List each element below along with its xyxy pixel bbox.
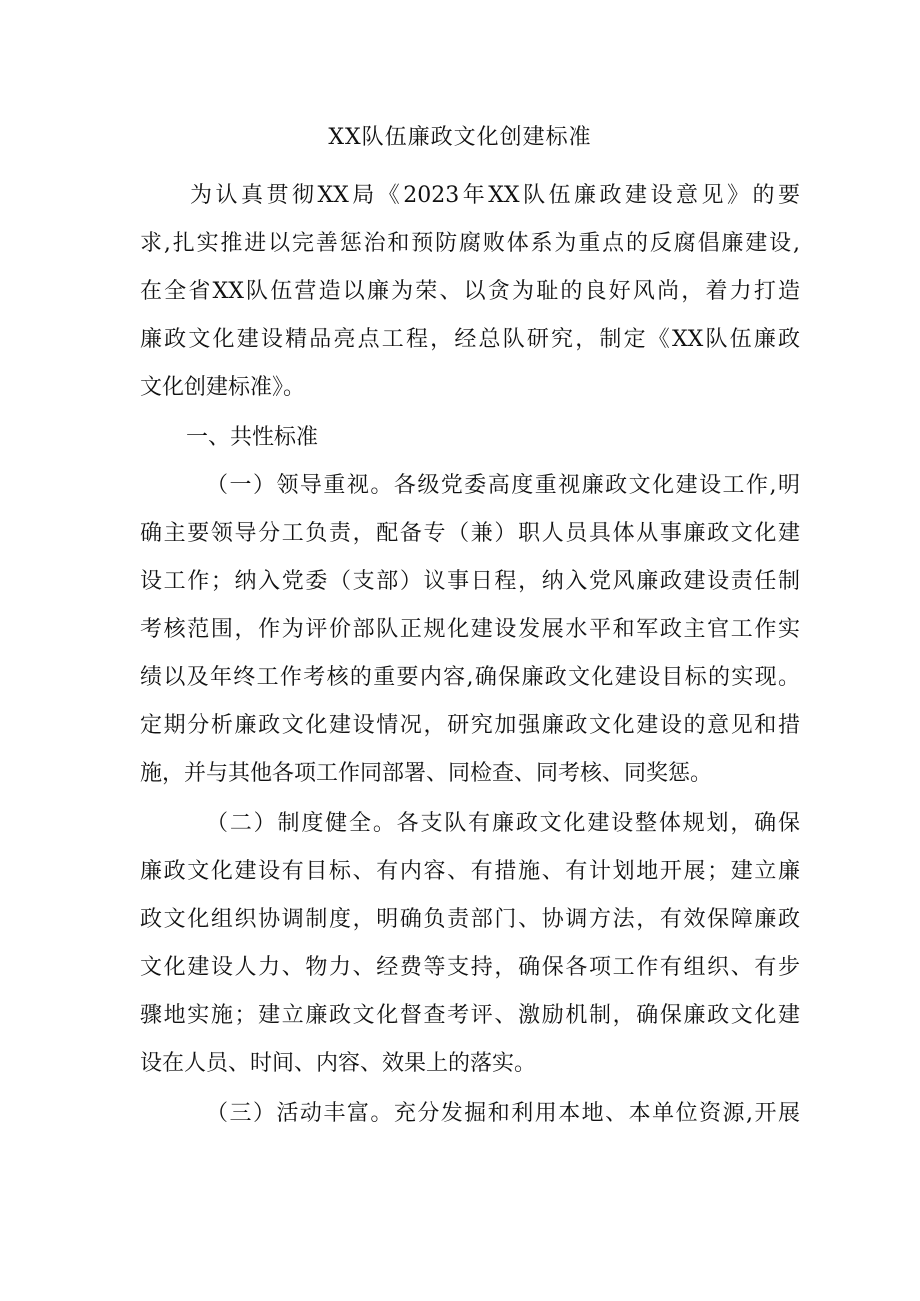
item3-line: （三）活动丰富。充分发掘和利用本地、本单位资源,开展 [206, 1101, 800, 1126]
item1-line: 定期分析廉政文化建设情况，研究加强廉政文化建设的意见和措 [140, 713, 800, 738]
item2-line: 文化建设人力、物力、经费等支持，确保各项工作有组织、有步 [140, 955, 800, 980]
item1-line: 考核范围，作为评价部队正规化建设发展水平和军政主官工作实 [140, 617, 800, 642]
item2-line: 设在人员、时间、内容、效果上的落实。 [140, 1051, 537, 1076]
item2-line: 政文化组织协调制度，明确负责部门、协调方法，有效保障廉政 [140, 907, 800, 932]
intro-line: 在全省XX队伍营造以廉为荣、以贪为耻的良好风尚，着力打造 [140, 279, 800, 304]
section-heading: 一、共性标准 [186, 425, 319, 450]
item1-line: 设工作；纳入党委（支部）议事日程，纳入党风廉政建设责任制 [140, 569, 800, 594]
item1-line: 确主要领导分工负责，配备专（兼）职人员具体从事廉政文化建 [140, 521, 800, 546]
item2-line: 廉政文化建设有目标、有内容、有措施、有计划地开展；建立廉 [140, 859, 800, 884]
intro-line: 为认真贯彻XX局《2023年XX队伍廉政建设意见》的要 [190, 183, 800, 208]
item1-line: 绩以及年终工作考核的重要内容,确保廉政文化建设目标的实现。 [140, 665, 800, 690]
item2-line: 骤地实施；建立廉政文化督查考评、激励机制，确保廉政文化建 [140, 1003, 800, 1028]
item2-line: （二）制度健全。各支队有廉政文化建设整体规划，确保 [206, 811, 800, 836]
item1-line: （一）领导重视。各级党委高度重视廉政文化建设工作,明 [206, 473, 800, 498]
intro-line: 求,扎实推进以完善惩治和预防腐败体系为重点的反腐倡廉建设, [140, 231, 800, 256]
intro-line: 廉政文化建设精品亮点工程，经总队研究，制定《XX队伍廉政 [140, 327, 800, 352]
intro-line: 文化创建标准》。 [140, 375, 306, 400]
item1-line: 施，并与其他各项工作同部署、同检查、同考核、同奖惩。 [140, 761, 713, 786]
document-title: XX队伍廉政文化创建标准 [328, 125, 592, 150]
